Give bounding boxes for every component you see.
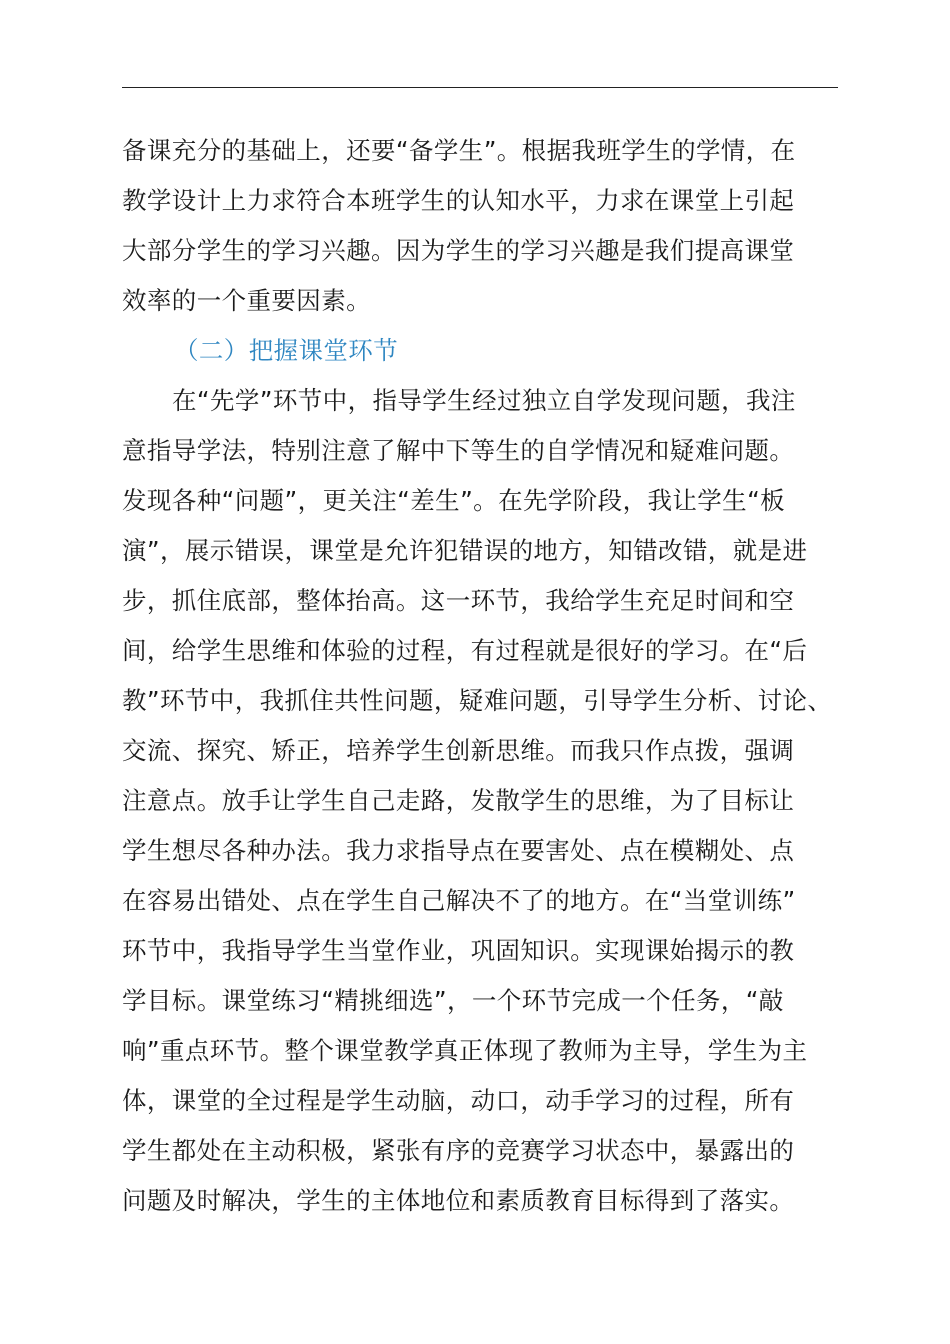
paragraph-line: 大部分学生的学习兴趣。因为学生的学习兴趣是我们提高课堂 [122, 236, 795, 265]
paragraph-line: 问题及时解决，学生的主体地位和素质教育目标得到了落实。 [122, 1186, 795, 1215]
paragraph-line: 演”，展示错误，课堂是允许犯错误的地方，知错改错，就是进 [122, 536, 808, 565]
paragraph-1 [122, 126, 846, 326]
paragraph-line: 意指导学法，特别注意了解中下等生的自学情况和疑难问题。 [122, 436, 795, 465]
paragraph-line: 步，抓住底部，整体抬高。这一环节，我给学生充足时间和空 [122, 586, 795, 615]
paragraph-line: 学目标。课堂练习“精挑细选”，一个环节完成一个任务，“敲 [122, 986, 784, 1015]
paragraph-line: 响”重点环节。整个课堂教学真正体现了教师为主导，学生为主 [122, 1036, 808, 1065]
paragraph-line: 在“先学”环节中，指导学生经过独立自学发现问题，我注 [172, 386, 796, 415]
paragraph-line: 环节中，我指导学生当堂作业，巩固知识。实现课始揭示的教 [122, 936, 795, 965]
paragraph-line: 注意点。放手让学生自己走路，发散学生的思维，为了目标让 [122, 786, 795, 815]
paragraph-line: 体，课堂的全过程是学生动脑，动口，动手学习的过程，所有 [122, 1086, 795, 1115]
paragraph-line: 教学设计上力求符合本班学生的认知水平，力求在课堂上引起 [122, 186, 795, 215]
paragraph-2 [122, 376, 846, 1226]
header-rule [122, 87, 838, 88]
paragraph-line: 间，给学生思维和体验的过程，有过程就是很好的学习。在“后 [122, 636, 808, 665]
paragraph-line: 在容易出错处、点在学生自己解决不了的地方。在“当堂训练” [122, 886, 796, 915]
paragraph-line: 效率的一个重要因素。 [122, 286, 371, 315]
paragraph-line: 交流、探究、矫正，培养学生创新思维。而我只作点拨，强调 [122, 736, 795, 765]
document-body [122, 126, 846, 1226]
paragraph-line: 发现各种“问题”，更关注“差生”。在先学阶段，我让学生“板 [122, 486, 786, 515]
paragraph-line: 学生想尽各种办法。我力求指导点在要害处、点在模糊处、点 [122, 836, 795, 865]
paragraph-line: 学生都处在主动积极，紧张有序的竞赛学习状态中，暴露出的 [122, 1136, 795, 1165]
paragraph-line: 教”环节中，我抓住共性问题，疑难问题，引导学生分析、讨论、 [122, 686, 833, 715]
section-heading: （二）把握课堂环节 [174, 336, 399, 365]
paragraph-line: 备课充分的基础上，还要“备学生”。根据我班学生的学情，在 [122, 136, 796, 165]
